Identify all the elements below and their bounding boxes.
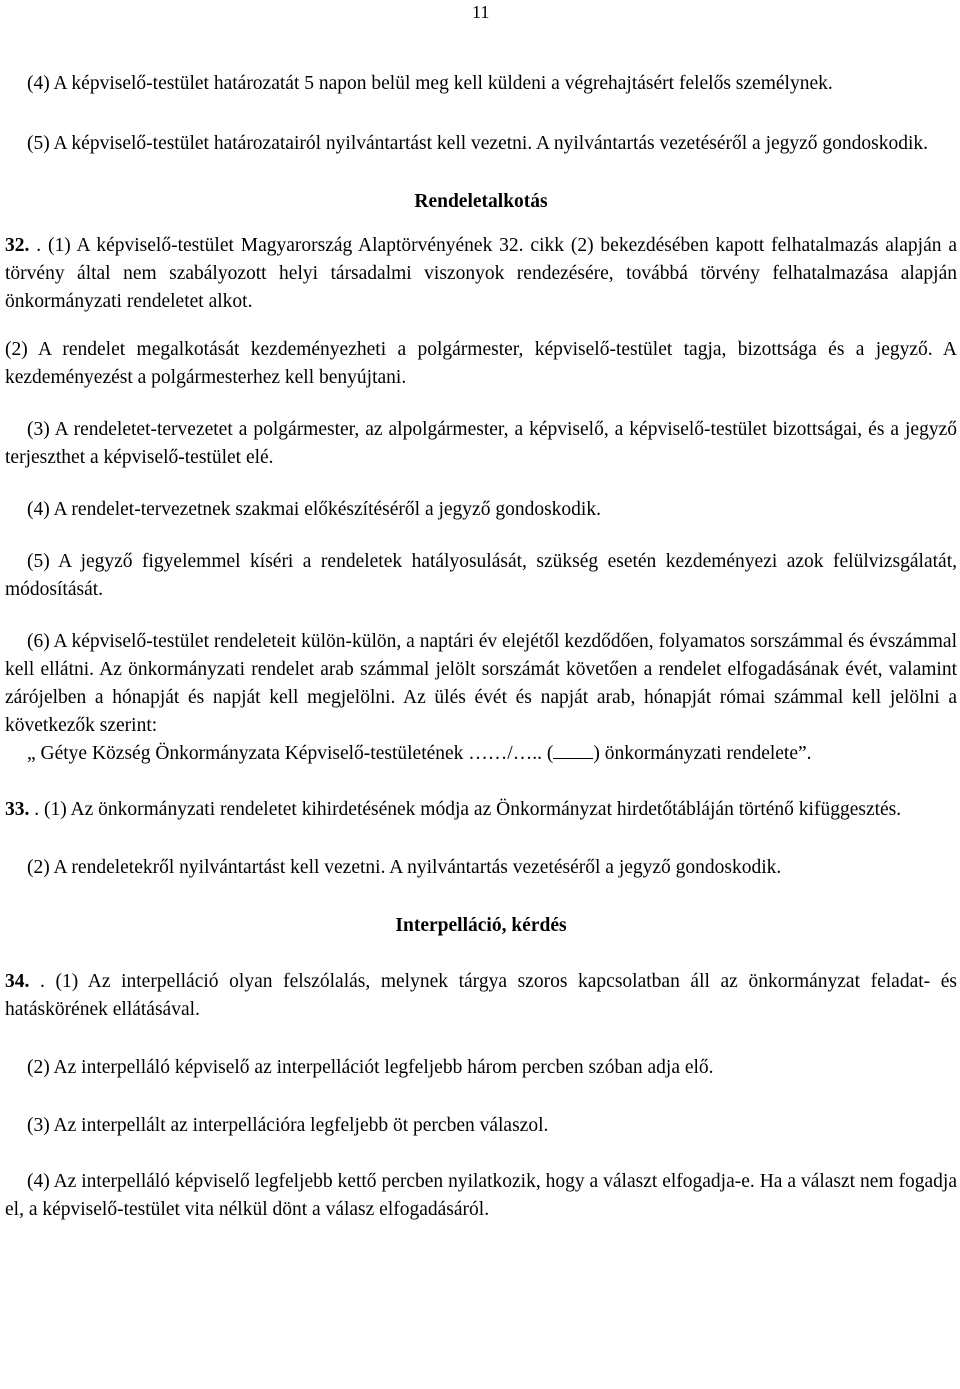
paragraph-text: (4) A képviselő-testület határozatát 5 napon belül meg kell küldeni a végrehajtásért felelős személynek. xyxy=(27,73,833,94)
paragraph xyxy=(5,854,957,882)
paragraph-text: (6) A képviselő-testület rendeleteit külön-külön, a naptári év elejétől kezdődően, folyamatos sorszámmal és évszámmal kell ellátni. Az önkormányzati rendelet arab számmal jelölt sorszámát követően a rendelet elfogadásának évét, valamint zárójelben a hónapját és napját kell megjelölni. Az ülés évét és napját arab, hónapját római számmal kell jelölni a következők szerint: xyxy=(5,631,957,736)
paragraph xyxy=(5,1112,957,1140)
paragraph-text: (2) A rendelet megalkotását kezdeményezheti a polgármester, képviselő-testület tagja, bizottsága és a jegyző. A kezdeményezést a polgármesterhez kell benyújtani. xyxy=(5,339,957,388)
paragraph xyxy=(5,232,957,316)
paragraph-text: . (1) A képviselő-testület Magyarország Alaptörvényének 32. cikk (2) bekezdésében kapott felhatalmazás alapján a törvény által nem szabályozott helyi társadalmi viszonyok rendezésére, továbbá törvény felhatalmazása alapján önkormányzati rendeletet alkot. xyxy=(5,235,957,312)
citation-formula xyxy=(5,740,957,768)
paragraph-text: (4) A rendelet-tervezetnek szakmai előkészítéséről a jegyző gondoskodik. xyxy=(27,499,601,520)
paragraph xyxy=(5,796,957,824)
blank-line xyxy=(553,740,593,759)
paragraph-text: (2) Az interpelláló képviselő az interpellációt legfeljebb három percben szóban adja elő. xyxy=(27,1057,714,1078)
paragraph xyxy=(5,548,957,604)
document-body xyxy=(5,70,957,1224)
paragraph xyxy=(5,968,957,1024)
paragraph-text: . (1) Az interpelláció olyan felszólalás, melynek tárgya szoros kapcsolatban áll az önkormányzat feladat- és hatáskörének ellátásával. xyxy=(5,971,957,1020)
paragraph-text: (5) A jegyző figyelemmel kíséri a rendeletek hatályosulását, szükség esetén kezdeményezi azok felülvizsgálatát, módosítását. xyxy=(5,551,957,600)
paragraph xyxy=(5,628,957,740)
paragraph xyxy=(5,496,957,524)
paragraph-text: . (1) Az önkormányzati rendeletet kihirdetésének módja az Önkormányzat hirdetőtábláján történő kifüggesztés. xyxy=(34,799,902,820)
paragraph-text: (4) Az interpelláló képviselő legfeljebb kettő percben nyilatkozik, hogy a választ elfogadja-e. Ha a választ nem fogadja el, a képviselő-testület vita nélkül dönt a válasz elfogadásáról. xyxy=(5,1171,957,1220)
page-number: 11 xyxy=(472,2,490,22)
paragraph-text: (2) A rendeletekről nyilvántartást kell vezetni. A nyilvántartás vezetéséről a jegyző gondoskodik. xyxy=(27,857,782,878)
section-number: 34. xyxy=(5,971,40,992)
paragraph-text: (3) A rendeletet-tervezetet a polgármester, az alpolgármester, a képviselő, a képviselő-testület bizottságai, és a jegyző terjeszthet a képviselő-testület elé. xyxy=(5,419,957,468)
section-number: 33. xyxy=(5,799,35,820)
formula-part-2: ) önkormányzati rendelete”. xyxy=(593,743,812,764)
paragraph xyxy=(5,336,957,392)
paragraph-text: (5) A képviselő-testület határozatairól nyilvántartást kell vezetni. A nyilvántartás vezetéséről a jegyző gondoskodik. xyxy=(27,133,929,154)
paragraph xyxy=(5,1054,957,1082)
section-heading: Interpelláció, kérdés xyxy=(395,915,567,936)
formula-part-1: „ Gétye Község Önkormányzata Képviselő-testületének ……/….. ( xyxy=(27,743,554,764)
section-heading: Rendeletalkotás xyxy=(414,191,548,212)
paragraph xyxy=(5,1168,957,1224)
paragraph xyxy=(5,416,957,472)
section-number: 32. xyxy=(5,235,37,256)
paragraph-text: (3) Az interpellált az interpellációra legfeljebb öt percben válaszol. xyxy=(27,1115,549,1136)
paragraph xyxy=(5,70,957,98)
paragraph xyxy=(5,130,957,158)
